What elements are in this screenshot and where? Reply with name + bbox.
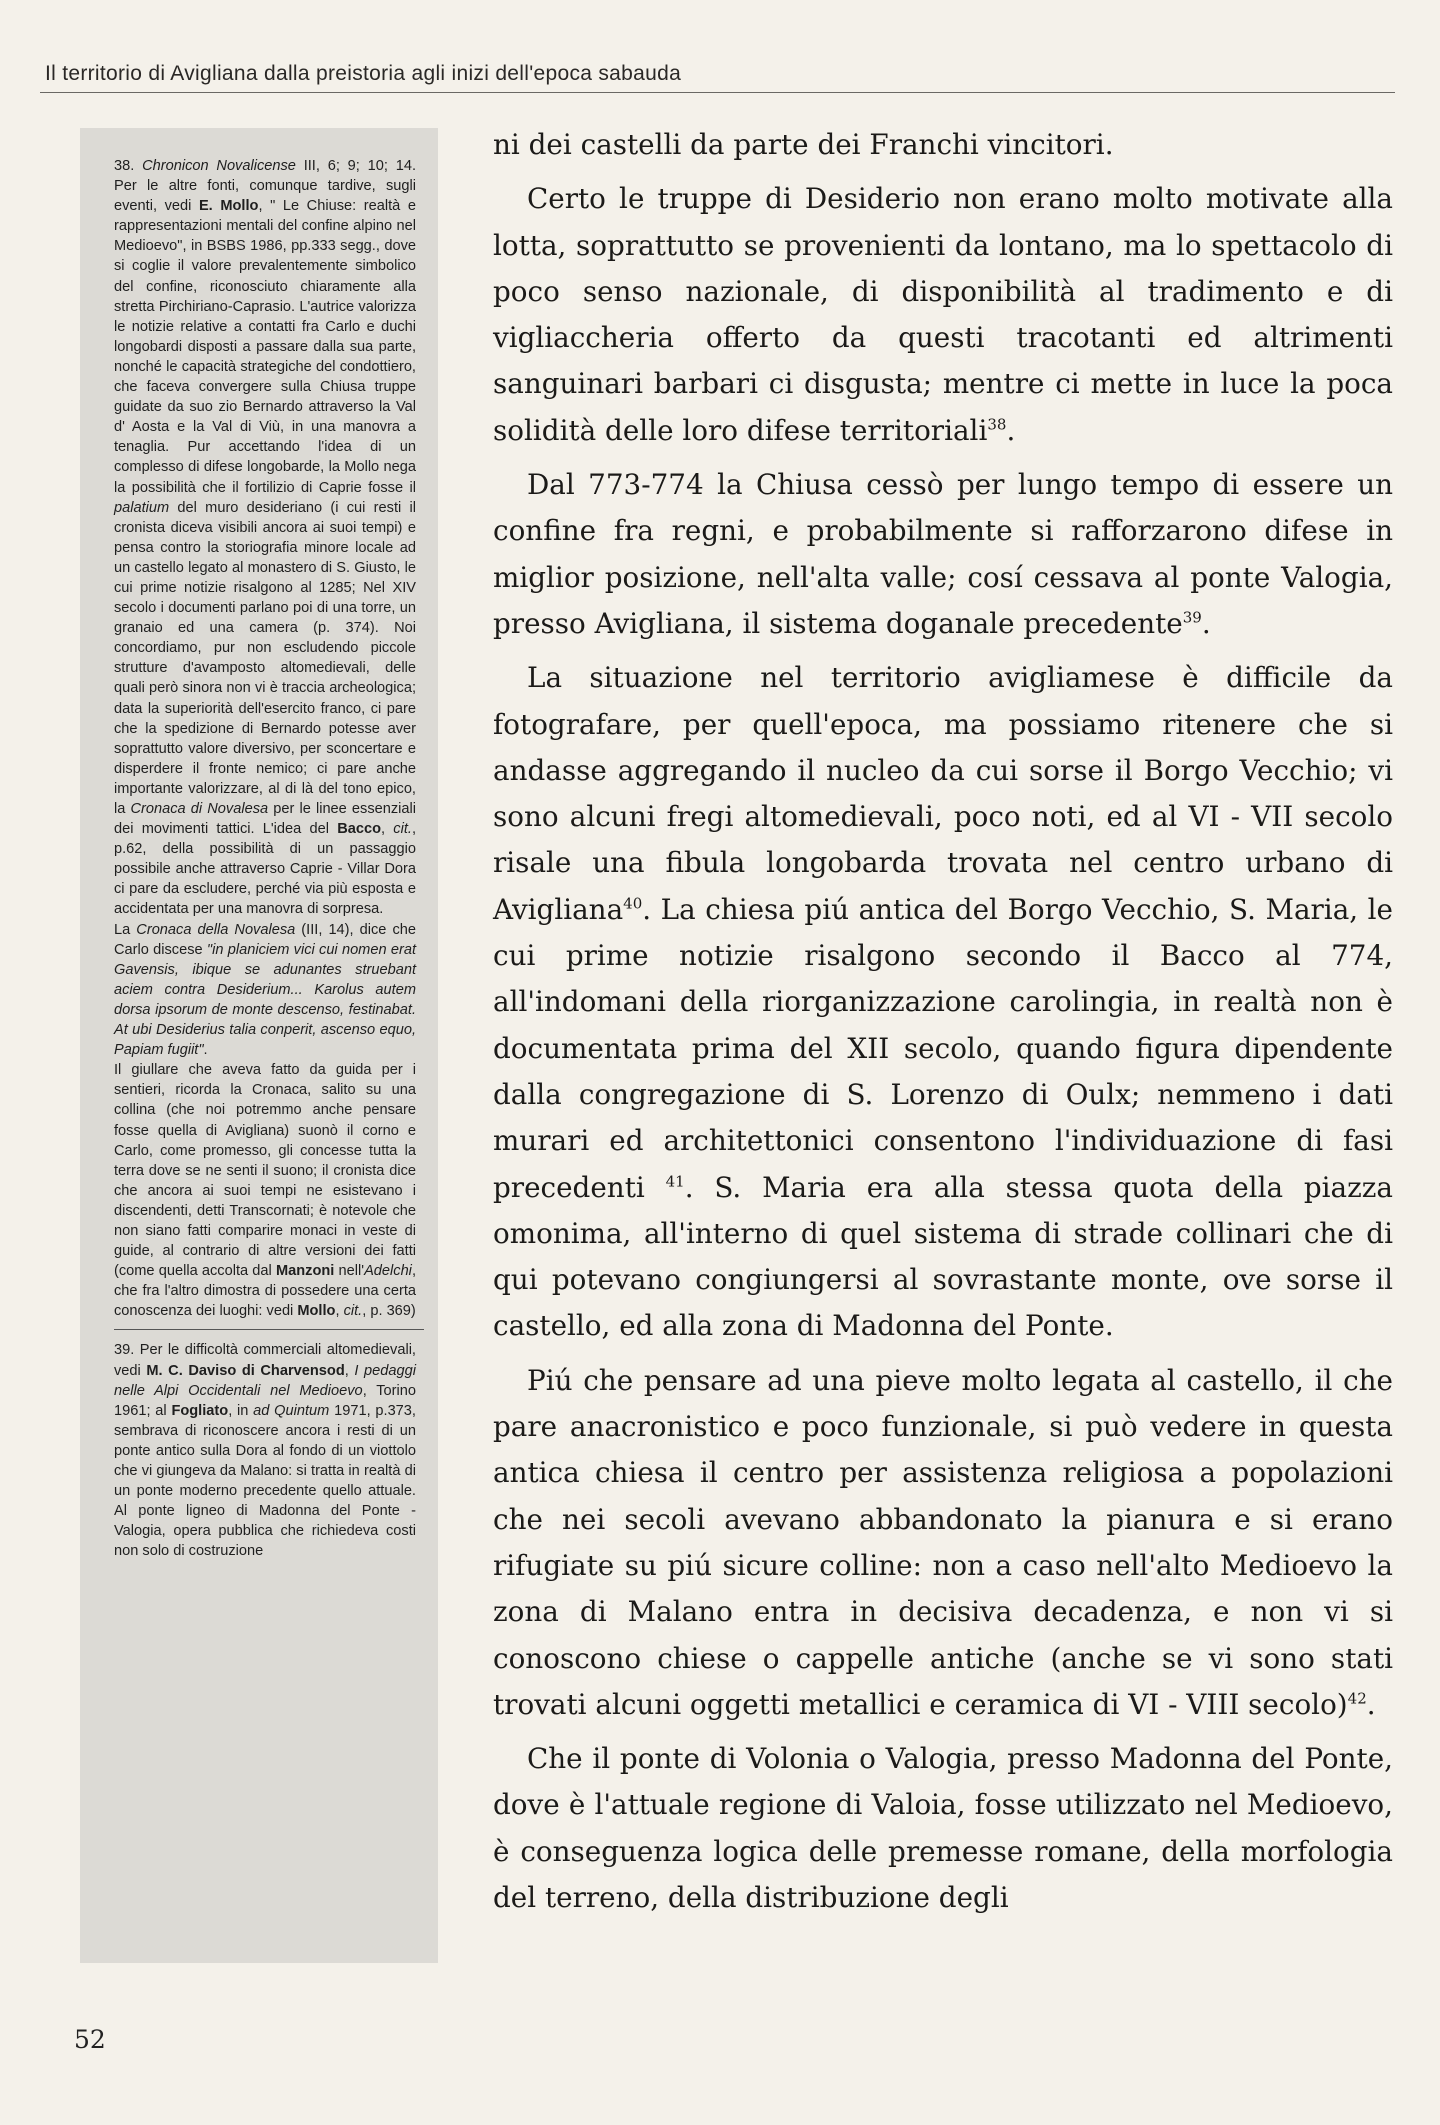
footnote-text-segment: del muro desideriano (i cui resti il cronista diceva visibili ancora ai suoi tempi) e pensa contro la storiografia minore locale ad un castello legato al monastero di S. Giusto, le cui prime notizie risalgono al 1285; Nel XIV secolo i documenti parlano poi di una torre, un granaio ed una camera (p. 374). Noi concordiamo, pur non escludendo piccole strutture d'avamposto altomedievali, delle quali però sinora non vi è traccia archeologica; data la superiorità dell'esercito franco, ci pare che la spedizione di Bernardo potesse aver soprattutto valore diversivo, per sconcertare e disperdere il fronte nemico; ci pare anche importante valorizzare, al di là del tono epico, la [114, 499, 416, 817]
body-text-segment: . [1201, 606, 1211, 640]
body-paragraph [493, 122, 1393, 168]
footnote-text-segment: Cronaca di Novalesa [130, 801, 269, 817]
footnote-text-segment: Manzoni [275, 1263, 335, 1280]
footnote-text-segment: Chronicon Novalicense [142, 158, 296, 174]
footnote-text-segment: III, 6; 9; 10; 14. Per le altre fonti, comunque tardive, sugli eventi, vedi [114, 158, 416, 215]
footnote-38-paragraph-1 [114, 156, 416, 920]
footnote-separator [114, 1329, 424, 1330]
footnote-reference: 39 [1182, 608, 1202, 627]
footnote-text-segment: , p. 369) [362, 1303, 416, 1320]
body-text-segment: Che il ponte di Volonia o Valogia, presso Madonna del Ponte, dove è l'attuale regione di Valoia, fosse utilizzato nel Medioevo, è conseguenza logica delle premesse romane, della morfologia del terreno, della distribuzione degli [493, 1742, 1393, 1914]
footnote-reference: 41 [665, 1172, 685, 1191]
body-text-segment: Piú che pensare ad una pieve molto legata al castello, il che pare anacronistico e poco funzionale, si può vedere in questa antica chiesa il centro per assistenza religiosa a popolazioni che nei secoli avevano abbandonato la pianura e si erano rifugiate su piú sicure colline: non a caso nell'alto Medioevo la zona di Malano entra in decisiva decadenza, e non vi si conoscono chiese o cappelle antiche (anche se vi sono stati trovati alcuni oggetti metallici e ceramica di VI - VIII secolo) [493, 1363, 1393, 1721]
footnote-38-paragraph-2 [114, 920, 416, 1061]
footnote-text-segment: 1971, p.373, sembrava di riconoscere ancora i resti di un ponte antico sulla Dora al fondo di un viottolo che vi giungeva da Malano: si tratta in realtà di un ponte moderno precedente quello attuale. Al ponte ligneo di Madonna del Ponte - Valogia, opera pubblica che richiedeva costi non solo di costruzione [114, 1402, 416, 1560]
body-text-segment: La situazione nel territorio avigliamese è difficile da fotografare, per quell'epoca, ma possiamo ritenere che si andasse aggregando il nucleo da cui sorse il Borgo Vecchio; vi sono alcuni fregi altomedievali, poco noti, ed al VI - VII secolo risale una fibula longobarda trovata nel centro urbano di Avigliana [493, 661, 1393, 926]
footnote-text-segment: Mollo [297, 1303, 336, 1320]
footnote-reference: 38 [987, 415, 1007, 434]
body-paragraph [493, 1736, 1393, 1921]
footnote-38-paragraph-3 [114, 1060, 416, 1321]
footnote-text-segment: cit. [343, 1303, 363, 1320]
footnotes-sidebar [80, 128, 438, 1963]
body-text-segment: . [1366, 1687, 1376, 1721]
footnote-text-segment: I pedaggi nelle Alpi Occidentali nel Medioevo [114, 1362, 416, 1399]
footnote-text-segment: Fogliato [171, 1402, 229, 1419]
footnote-text-segment: 38. [114, 158, 143, 174]
footnote-text-segment: , che fra l'altro dimostra di possedere una certa conoscenza dei luoghi: vedi [114, 1263, 416, 1320]
footnote-text-segment: M. C. Daviso di Charvensod [146, 1362, 345, 1379]
footnote-text-segment: , in [228, 1402, 254, 1419]
body-text-segment: . S. Maria era alla stessa quota della piazza omonima, all'interno di quel sistema di strade collinari che di qui potevano congiungersi al sovrastante monte, ove sorse il castello, ed alla zona di Madonna del Ponte. [493, 1170, 1393, 1343]
footnote-text-segment: , [344, 1362, 355, 1379]
page-number: 52 [74, 2025, 106, 2054]
footnote-text-segment: Adelchi [364, 1263, 412, 1280]
body-text-segment: Dal 773-774 la Chiusa cessò per lungo tempo di essere un confine fra regni, e probabilmente si rafforzarono difese in miglior posizione, nell'alta valle; cosí cessava al ponte Valogia, presso Avigliana, il sistema doganale precedente [493, 468, 1393, 640]
footnote-text-segment: cit. [393, 821, 412, 838]
main-text-column [493, 122, 1393, 1929]
header-rule [40, 92, 1395, 93]
footnote-text-segment: nell' [334, 1263, 365, 1280]
body-paragraph [493, 1358, 1393, 1728]
footnote-text-segment: , Torino 1961; al [114, 1382, 417, 1419]
footnote-reference: 42 [1347, 1689, 1367, 1708]
body-paragraph [493, 462, 1393, 647]
running-header: Il territorio di Avigliana dalla preistoria agli inizi dell'epoca sabauda [45, 62, 682, 85]
footnote-text-segment: E. Mollo [198, 198, 259, 215]
footnote-text-segment: "in planiciem vici cui nomen erat Gavensis, ibique se adunantes struebant aciem contra Desiderium... Karolus autem dorsa ipsorum de monte descenso, festinabat. At ubi Desiderius talia conperit, ascenso equo, Papiam fugiit" [114, 941, 416, 1059]
body-paragraph [493, 176, 1393, 454]
footnote-text-segment: palatium [114, 499, 170, 516]
footnote-text-segment: , p.62, della possibilità di un passaggio possibile anche attraverso Caprie - Villar Dora ci pare da escludere, perché via più esposta e accidentata per una manovra di sorpresa. [114, 821, 416, 918]
footnote-reference: 40 [623, 894, 643, 913]
body-text-segment: Certo le truppe di Desiderio non erano molto motivate alla lotta, soprattutto se provenienti da lontano, ma lo spettacolo di poco senso nazionale, di disponibilità al tradimento e di vigliaccheria offerto da questi tracotanti ed altrimenti sanguinari barbari ci disgusta; mentre ci mette in luce la poca solidità delle loro difese territoriali [493, 182, 1393, 447]
footnote-text-segment: per le linee essenziali dei movimenti tattici. L'idea del [114, 801, 416, 838]
footnote-text-segment: La [114, 921, 137, 938]
footnote-text-segment: (III, 14), dice che Carlo discese [114, 921, 416, 958]
footnote-text-segment: 39. Per le difficoltà commerciali altomedievali, vedi [114, 1342, 416, 1379]
footnote-text-segment: ad Quintum [253, 1402, 330, 1419]
body-paragraph [493, 655, 1393, 1349]
footnote-38 [114, 156, 416, 1321]
footnote-39-paragraph [114, 1340, 416, 1561]
footnote-text-segment: , [381, 821, 394, 838]
footnote-text-segment: , [335, 1303, 344, 1320]
body-text-segment: ni dei castelli da parte dei Franchi vincitori. [493, 128, 1114, 161]
body-text-segment: . [1006, 413, 1016, 447]
footnote-text-segment: . [203, 1042, 208, 1059]
footnote-text-segment: Il giullare che aveva fatto da guida per i sentieri, ricorda la Cronaca, salito su una collina (che noi potremmo anche pensare fosse quella di Avigliana) suonò il corno e Carlo, come promesso, gli concesse tutta la terra dove se ne senti il suono; il cronista dice che ancora ai suoi tempi ne esistevano i discendenti, detti Transcornati; è notevole che non siano fatti comparire monaci in veste di guide, al contrario di altre versioni dei fatti (come quella accolta dal [114, 1062, 416, 1280]
footnote-text-segment: Cronaca della Novalesa [136, 921, 296, 938]
footnote-text-segment: Bacco [337, 821, 381, 838]
body-text-segment: . La chiesa piú antica del Borgo Vecchio, S. Maria, le cui prime notizie risalgono secondo il Bacco al 774, all'indomani della riorganizzazione carolingia, in realtà non è documentata prima del XII secolo, quando figura dipendente dalla congregazione di S. Lorenzo di Oulx; nemmeno i dati murari ed architettonici consentono l'individuazione di fasi precedenti [493, 892, 1393, 1204]
footnote-39 [114, 1340, 416, 1561]
footnote-text-segment: , " Le Chiuse: realtà e rappresentazioni mentali del confine alpino nel Medioevo", in BSBS 1986, pp.333 segg., dove si coglie il valore prevalentemente simbolico del confine, riconosciuto chiaramente alla stretta Pirchiriano-Caprasio. L'autrice valorizza le notizie relative a contatti fra Carlo e duchi longobardi disposti a passare dalla sua parte, nonché le capacità strategiche del condottiero, che faceva convergere sulla Chiusa truppe guidate da suo zio Bernardo attraverso la Val d' Aosta e la Val di Viù, in una manovra a tenaglia. Pur accettando l'idea di un complesso di difese longobarde, la Mollo nega la possibilità che il fortilizio di Caprie fosse il [114, 198, 416, 496]
